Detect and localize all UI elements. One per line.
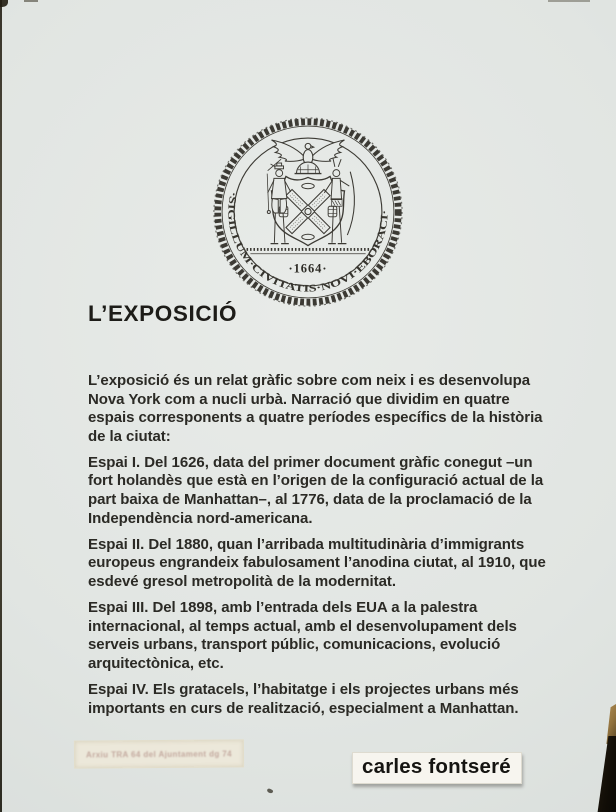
- photo-top-mark: [548, 0, 590, 2]
- poster-body: [88, 372, 552, 726]
- credit-label-text: carles fontseré: [362, 755, 511, 778]
- espai-3-paragraph: Espai III. Del 1898, amb l’entrada dels EUA a la palestra internacional, al temps actual, amb el desenvolupament dels serveis urbans, transport públic, comunicacions, evolució arquitectònica, etc.: [88, 599, 517, 672]
- photo-corner-speck: [0, 0, 8, 7]
- photo-left-edge: [0, 0, 2, 812]
- photo-corner-shadow: [596, 736, 616, 812]
- credit-label: [352, 752, 522, 784]
- archive-sticker: [74, 739, 244, 768]
- espai-2-paragraph: Espai II. Del 1880, quan l’arribada multitudinària d’immigrants europeus engrandeix fabulosament l’anodina ciutat, al 1910, que esdevé gresol metropolità de la modernitat.: [88, 535, 546, 590]
- intro-paragraph: L’exposició és un relat gràfic sobre com neix i es desenvolupa Nova York com a nucli urbà. Narració que dividim en quatre espais corresponents a quatre períodes específics de la història de la ciutat:: [88, 372, 543, 445]
- photo-top-mark: [24, 0, 38, 2]
- photo-dust-speck: [266, 788, 273, 794]
- espai-4-paragraph: Espai IV. Els gratacels, l’habitatge i els projectes urbans més importants en curs de realització, especialment a Manhattan.: [88, 680, 519, 717]
- espai-1-paragraph: Espai I. Del 1626, data del primer document gràfic conegut –un fort holandès que està en l’origen de la configuració actual de la part baixa de Manhattan–, al 1776, data de la proclamació de la Independència nord-americana.: [88, 453, 544, 527]
- archive-sticker-text: Arxiu TRA 64 del Ajuntament dg 74: [85, 748, 233, 760]
- seal-ring-text: ·SIGILLUM·CIVITATIS·NOVI·EBORACI·: [225, 190, 391, 295]
- poster-title: L’EXPOSICIÓ: [88, 301, 238, 326]
- nyc-seal: [212, 116, 404, 308]
- seal-year: ·1664·: [288, 261, 328, 276]
